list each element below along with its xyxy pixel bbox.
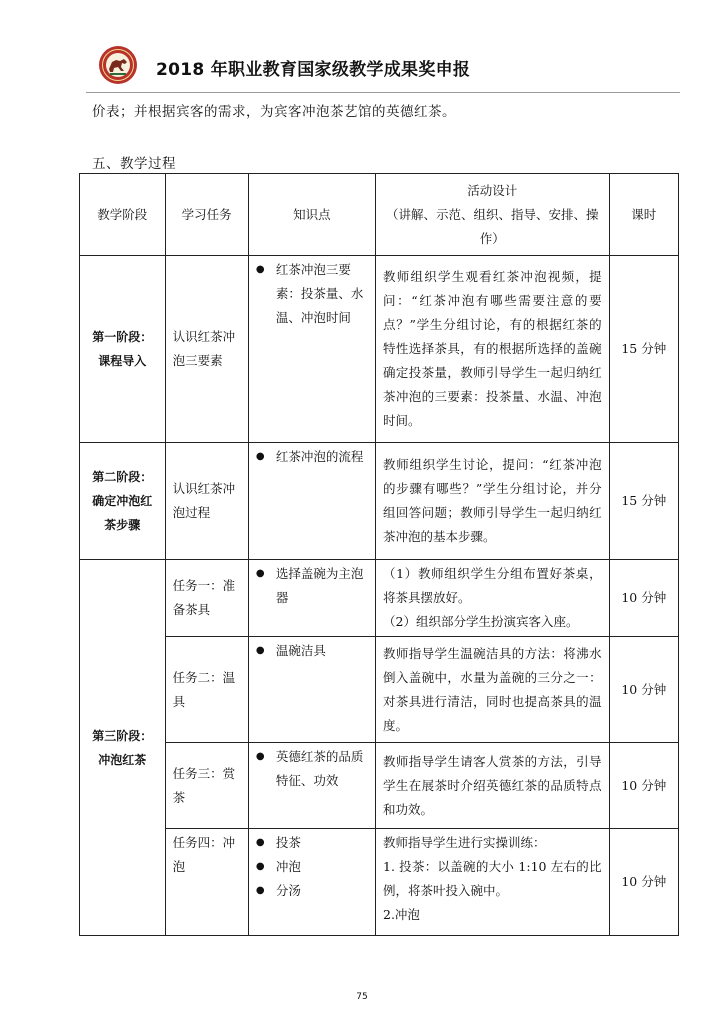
activity-line: 2.冲泡 xyxy=(383,907,420,922)
section-title: 五、教学过程 xyxy=(92,156,176,172)
header-divider xyxy=(86,92,680,93)
hours-cell: 15 分钟 xyxy=(609,443,678,560)
activity-line: （1）教师组织学生分组布置好茶桌，将茶具摆放好。 xyxy=(383,566,602,605)
knowledge-item: ● 选择盖碗为主泡器 xyxy=(276,562,368,610)
task-cell: 任务二：温具 xyxy=(165,637,248,743)
knowledge-cell xyxy=(248,829,375,936)
knowledge-item: ● 分汤 xyxy=(276,879,368,903)
knowledge-cell xyxy=(248,560,375,637)
table-row-stage-3-task-3 xyxy=(80,743,679,829)
task-cell: 任务一：准备茶具 xyxy=(165,560,248,637)
task-cell: 认识红茶冲泡过程 xyxy=(165,443,248,560)
stage-cell: 第三阶段：冲泡红茶 xyxy=(80,560,166,936)
hours-cell: 10 分钟 xyxy=(609,560,678,637)
activity-cell: 教师指导学生温碗洁具的方法：将沸水倒入盖碗中，水量为盖碗的三分之一：对茶具进行清洁，同时也提高茶具的温度。 xyxy=(376,637,610,743)
table-row-stage-3-task-2 xyxy=(80,637,679,743)
hours-cell: 10 分钟 xyxy=(609,637,678,743)
knowledge-cell xyxy=(248,443,375,560)
knowledge-item: ● 英德红茶的品质特征、功效 xyxy=(276,745,368,793)
knowledge-item: ● 投茶 xyxy=(276,831,368,855)
knowledge-item: ● 红茶冲泡的流程 xyxy=(276,445,368,469)
intro-text: 价表；并根据宾客的需求，为宾客冲泡茶艺馆的英德红茶。 xyxy=(92,104,456,120)
knowledge-cell xyxy=(248,256,375,443)
hours-cell: 10 分钟 xyxy=(609,829,678,936)
task-cell: 认识红茶冲泡三要素 xyxy=(165,256,248,443)
activity-cell: 教师指导学生请客人赏茶的方法，引导学生在展茶时介绍英德红茶的品质特点和功效。 xyxy=(376,743,610,829)
stage-cell: 第二阶段：确定冲泡红茶步骤 xyxy=(80,443,166,560)
activity-line: 教师指导学生进行实操训练： xyxy=(383,835,546,850)
header-task: 学习任务 xyxy=(165,174,248,256)
knowledge-item: ● 温碗洁具 xyxy=(276,639,368,663)
knowledge-cell xyxy=(248,743,375,829)
hours-cell: 15 分钟 xyxy=(609,256,678,443)
table-header-row xyxy=(80,174,679,256)
table-row-stage-3-task-4 xyxy=(80,829,679,936)
header-activity-title: 活动设计 xyxy=(467,182,518,198)
activity-cell xyxy=(376,560,610,637)
table-row-stage-1 xyxy=(80,256,679,443)
header-title: 2018 年职业教育国家级教学成果奖申报 xyxy=(156,60,471,80)
knowledge-item: ● 冲泡 xyxy=(276,855,368,879)
knowledge-item: ● 红茶冲泡三要素：投茶量、水温、冲泡时间 xyxy=(276,258,368,330)
stage-cell: 第一阶段：课程导入 xyxy=(80,256,166,443)
teaching-process-table xyxy=(79,173,679,936)
activity-cell xyxy=(376,829,610,936)
task-cell: 任务三：赏茶 xyxy=(165,743,248,829)
table-row-stage-3-task-1 xyxy=(80,560,679,637)
activity-cell: 教师组织学生观看红茶冲泡视频，提问：“红茶冲泡有哪些需要注意的要点？”学生分组讨论，有的根据红茶的特性选择茶具，有的根据所选择的盖碗确定投茶量，教师引导学生一起归纳红茶冲泡的三要素：投茶量、水温、冲泡时间。 xyxy=(376,256,610,443)
header-activity-subtitle: （讲解、示范、组织、指导、安排、操作） xyxy=(386,206,599,246)
header-hours: 课时 xyxy=(609,174,678,256)
hours-cell: 10 分钟 xyxy=(609,743,678,829)
activity-line: （2）组织部分学生扮演宾客入座。 xyxy=(383,614,579,629)
knowledge-cell xyxy=(248,637,375,743)
header-stage: 教学阶段 xyxy=(80,174,166,256)
header-activity xyxy=(376,174,610,256)
school-logo-emblem xyxy=(98,45,138,85)
page-number: 75 xyxy=(356,992,368,1002)
table-row-stage-2 xyxy=(80,443,679,560)
activity-cell: 教师组织学生讨论，提问：“红茶冲泡的步骤有哪些？”学生分组讨论，并分组回答问题；教师引导学生一起归纳红茶冲泡的基本步骤。 xyxy=(376,443,610,560)
task-cell: 任务四：冲泡 xyxy=(165,829,248,936)
activity-line: 1. 投茶：以盖碗的大小 1:10 左右的比例，将茶叶投入碗中。 xyxy=(383,859,602,898)
header-knowledge: 知识点 xyxy=(248,174,375,256)
